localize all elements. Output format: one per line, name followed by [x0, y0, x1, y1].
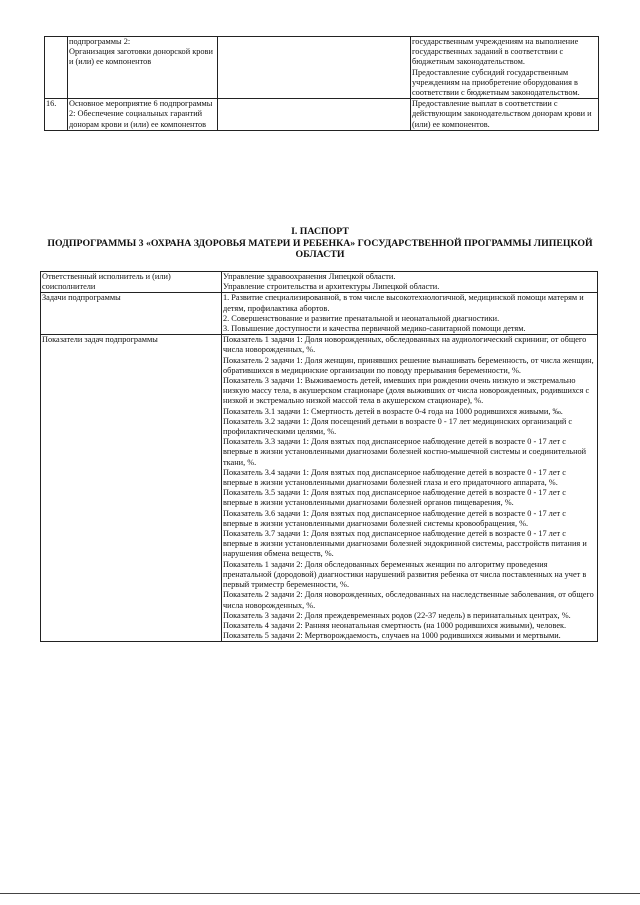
indicator-item: Показатель 4 задачи 2: Ранняя неонатальная смертность (на 1000 родившихся живыми), человек.	[223, 620, 567, 630]
indicators-value-cell	[222, 335, 598, 642]
activity-name-line: подпрограммы 2:	[69, 37, 131, 46]
indicator-item: Показатель 3.7 задачи 1: Доля взятых под диспансерное наблюдение детей в возрасте 0 - 17 лет с впервые в жизни установленными диагнозами болезней эндокринной системы, расстройств питания и нарушения обмена веществ, %.	[223, 529, 587, 559]
activity-name-line: Основное мероприятие 6 подпрограммы 2: Обеспечение социальных гарантий донорам крови и (или) ее компонентов	[69, 99, 213, 129]
indicator-item: Показатель 3.2 задачи 1: Доля посещений детьми в возрасте 0 - 17 лет медицинских организаций с профилактическими целями, %.	[223, 416, 573, 437]
table-row	[41, 272, 598, 293]
task-item: 3. Повышение доступности и качества первичной медико-санитарной помощи детям.	[223, 324, 526, 334]
row-number	[45, 37, 68, 99]
executor-value-cell	[222, 272, 598, 293]
table-row	[45, 37, 599, 99]
passport-table	[40, 271, 598, 642]
table-row	[41, 335, 598, 642]
activity-name-cell	[68, 99, 218, 131]
indicator-item: Показатель 2 задачи 2: Доля новорожденных, обследованных на наследственные заболевания, от общего числа новорожденных, %.	[223, 590, 594, 610]
tasks-label: Задачи подпрограммы	[41, 293, 222, 335]
indicator-item: Показатель 1 задачи 1: Доля новорожденных, обследованных на аудиологический скрининг, от общего числа новорожденных, %.	[223, 335, 587, 355]
indicator-item: Показатель 3 задачи 2: Доля преждевременных родов (22-37 недель) в перинатальных центрах, %.	[223, 610, 571, 620]
result-paragraph: государственным учреждениям на выполнение государственных заданий в соответствии с бюджетным законодательством.	[412, 37, 579, 67]
executor-line: Управление здравоохранения Липецкой области.	[223, 272, 396, 281]
result-paragraph: Предоставление субсидий государственным учреждениям на приобретение оборудования в соответствии с бюджетным законодательством.	[412, 67, 580, 98]
indicator-item: Показатель 5 задачи 2: Мертворождаемость, случаев на 1000 родившихся живыми и мертвыми.	[223, 631, 561, 641]
activity-name-cell	[68, 37, 218, 99]
footer-divider	[0, 893, 640, 894]
empty-cell	[218, 99, 411, 131]
activities-table	[44, 36, 599, 131]
indicator-item: Показатель 3.6 задачи 1: Доля взятых под диспансерное наблюдение детей в возрасте 0 - 17 лет с впервые в жизни установленными диагнозами болезней системы кровообращения, %.	[223, 508, 566, 528]
activity-result-cell	[411, 37, 599, 99]
activity-name-line: Организация заготовки донорской крови и (или) ее компонентов	[69, 47, 213, 67]
executor-label: Ответственный исполнитель и (или) соисполнители	[41, 272, 222, 293]
result-paragraph: Предоставление выплат в соответствии с действующим законодательством донорам крови и (или) ее компонентов.	[412, 99, 592, 129]
indicators-label: Показатели задач подпрограммы	[41, 335, 222, 642]
indicator-item: Показатель 1 задачи 2: Доля обследованных беременных женщин по алгоритму проведения пренатальной (дородовой) диагностики нарушений развития ребенка от числа поставленных на учет в первый триместр беременности, %.	[223, 559, 587, 590]
task-item: 2. Совершенствование и развитие пренатальной и неонатальной диагностики.	[223, 313, 500, 323]
indicator-item: Показатель 3 задачи 1: Выживаемость детей, имевших при рождении очень низкую и экстремально низкую массу тела, в акушерском стационаре (доля выживших от числа новорожденных, родившихся с низкой и экстремально низкой массой тела в акушерском стационаре), %.	[223, 376, 590, 406]
indicator-item: Показатель 3.3 задачи 1: Доля взятых под диспансерное наблюдение детей в возрасте 0 - 17 лет с впервые в жизни установленными диагнозами болезней костно-мышечной системы и соединительной ткани, %.	[223, 437, 587, 467]
heading-title: I. ПАСПОРТ	[291, 226, 349, 237]
empty-cell	[218, 37, 411, 99]
executor-line: Управление строительства и архитектуры Липецкой области.	[223, 282, 440, 292]
table-row	[45, 99, 599, 131]
row-number: 16.	[45, 99, 68, 131]
indicator-item: Показатель 2 задачи 1: Доля женщин, принявших решение вынашивать беременность, от числа женщин, обратившихся в медицинские организации по поводу прерывания беременности, %.	[223, 355, 594, 375]
heading-subtitle: ПОДПРОГРАММЫ 3 «ОХРАНА ЗДОРОВЬЯ МАТЕРИ И РЕБЕНКА» ГОСУДАРСТВЕННОЙ ПРОГРАММЫ ЛИПЕЦКОЙ ОБЛАСТИ	[47, 237, 593, 260]
task-item: 1. Развитие специализированной, в том числе высокотехнологичной, медицинской помощи матерям и детям, профилактика абортов.	[223, 293, 584, 313]
indicator-item: Показатель 3.1 задачи 1: Смертность детей в возрасте 0-4 года на 1000 родившихся живыми, ‰.	[223, 406, 563, 416]
passport-heading	[40, 226, 600, 261]
indicator-item: Показатель 3.5 задачи 1: Доля взятых под диспансерное наблюдение детей в возрасте 0 - 17 лет с впервые в жизни установленными диагнозами болезней органов пищеварения, %.	[223, 488, 566, 508]
tasks-value-cell	[222, 293, 598, 335]
activity-result-cell	[411, 99, 599, 131]
table-row	[41, 293, 598, 335]
indicator-item: Показатель 3.4 задачи 1: Доля взятых под диспансерное наблюдение детей в возрасте 0 - 17 лет с впервые в жизни установленными диагнозами болезней глаза и его придаточного аппарата, %.	[223, 467, 566, 488]
